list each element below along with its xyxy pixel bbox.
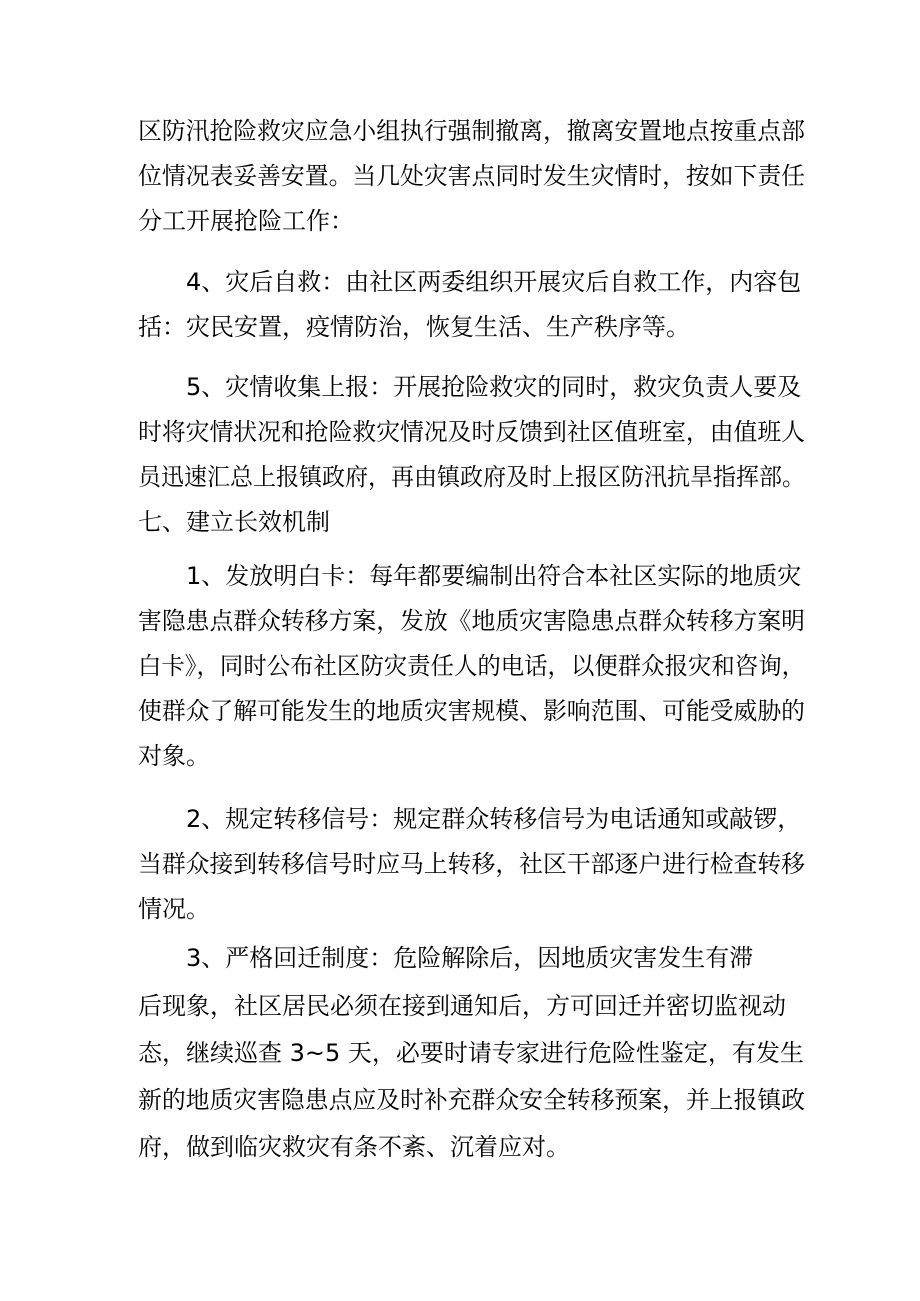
text-line-17: 情况。: [138, 895, 210, 923]
text-line-8: 员迅速汇总上报镇政府，再由镇政府及时上报区防汛抗旱指挥部。: [138, 463, 805, 491]
text-line-4: 4、灾后自救：由社区两委组织开展灾后自救工作，内容包: [186, 268, 802, 296]
text-line-15: 2、规定转移信号：规定群众转移信号为电话通知或敲锣，: [186, 805, 802, 833]
text-line-2: 位情况表妥善安置。当几处灾害点同时发生灾情时，按如下责任: [138, 162, 805, 190]
text-line-14: 对象。: [138, 742, 210, 770]
text-line-10: 1、发放明白卡：每年都要编制出符合本社区实际的地质灾: [186, 562, 802, 590]
text-line-21: 新的地质灾害隐患点应及时补充群众安全转移预案，并上报镇政: [138, 1086, 805, 1114]
text-line-13: 使群众了解可能发生的地质灾害规模、影响范围、可能受威胁的: [138, 697, 805, 725]
section-heading: 七、建立长效机制: [138, 508, 330, 536]
text-line-19: 后现象，社区居民必须在接到通知后，方可回迁并密切监视动: [138, 992, 786, 1020]
text-line-16: 当群众接到转移信号时应马上转移，社区干部逐户进行检查转移: [138, 850, 805, 878]
text-line-12: 白卡》，同时公布社区防灾责任人的电话，以便群众报灾和咨询，: [138, 652, 805, 680]
text-line-3: 分工开展抢险工作：: [138, 207, 354, 235]
text-line-6: 5、灾情收集上报：开展抢险救灾的同时，救灾负责人要及: [186, 373, 802, 401]
text-line-20: 态，继续巡查 3~5 天，必要时请专家进行危险性鉴定，有发生: [138, 1039, 804, 1067]
text-line-5: 括：灾民安置，疫情防治，恢复生活、生产秩序等。: [138, 313, 690, 341]
text-line-22: 府，做到临灾救灾有条不紊、沉着应对。: [138, 1133, 570, 1161]
text-line-11: 害隐患点群众转移方案，发放《地质灾害隐患点群众转移方案明: [138, 607, 805, 635]
text-line-18: 3、严格回迁制度：危险解除后，因地质灾害发生有滞: [186, 944, 754, 972]
text-line-7: 时将灾情状况和抢险救灾情况及时反馈到社区值班室，由值班人: [138, 418, 805, 446]
text-line-1: 区防汛抢险救灾应急小组执行强制撤离，撤离安置地点按重点部: [138, 117, 805, 145]
